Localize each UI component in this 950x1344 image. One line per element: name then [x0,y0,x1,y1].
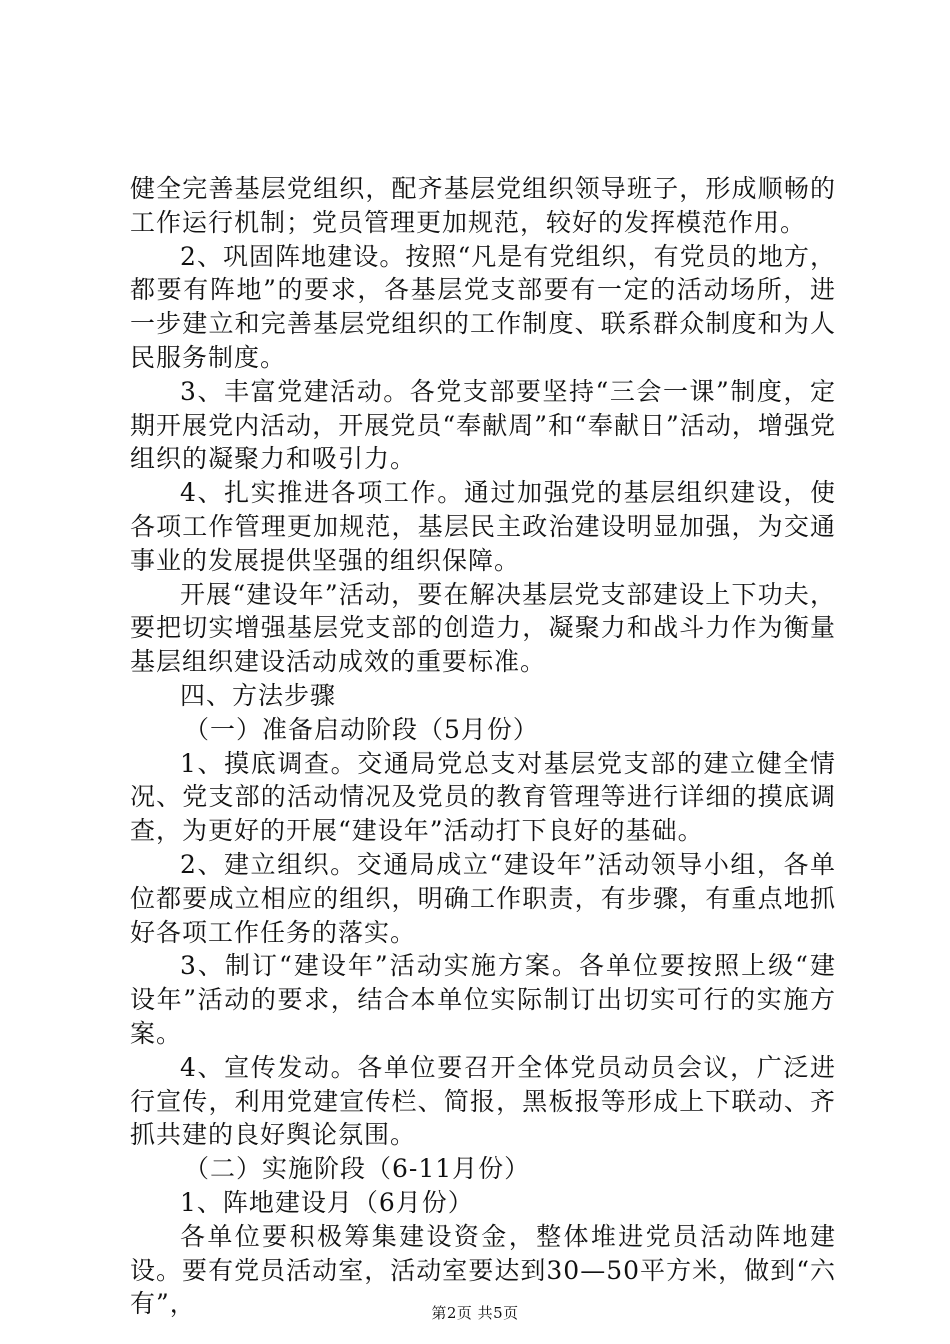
paragraph-activity-room: 各单位要积极筹集建设资金，整体堆进党员活动阵地建设。要有党员活动室，活动室要达到30—50平方米，做到“六有”， [130,1221,836,1319]
paragraph-publicity: 4、宣传发动。各单位要召开全体党员动员会议，广泛进行宣传，利用党建宣传栏、简报，黑板报等形成上下联动、齐抓共建的良好舆论氛围。 [130,1052,836,1150]
subheading-preparation-phase: （一）准备启动阶段（5月份） [184,714,539,744]
paragraph-summary: 开展“建设年”活动，要在解决基层党支部建设上下功夫，要把切实增强基层党支部的创造力，凝聚力和战斗力作为衡量基层组织建设活动成效的重要标准。 [130,579,836,677]
paragraph-item-2: 2、巩固阵地建设。按照“凡是有党组织，有党员的地方，都要有阵地”的要求，各基层党支部要有一定的活动场所，进一步建立和完善基层党组织的工作制度、联系群众制度和为人民服务制度。 [130,241,836,372]
section-heading-methods: 四、方法步骤 [180,680,337,710]
paragraph-continuation: 健全完善基层党组织，配齐基层党组织领导班子，形成顺畅的工作运行机制；党员管理更加规范，较好的发挥模范作用。 [130,174,836,237]
page-number-footer: 第2页 共5页 [431,1304,519,1322]
document-body [130,172,836,1321]
paragraph-item-4: 4、扎实推进各项工作。通过加强党的基层组织建设，使各项工作管理更加规范，基层民主政治建设明显加强，为交通事业的发展提供坚强的组织保障。 [130,478,836,575]
paragraph-item-3: 3、丰富党建活动。各党支部要坚持“三会一课”制度，定期开展党内活动，开展党员“奉献周”和“奉献日”活动，增强党组织的凝聚力和吸引力。 [130,376,836,474]
paragraph-survey: 1、摸底调查。交通局党总支对基层党支部的建立健全情况、党支部的活动情况及党员的教育管理等进行详细的摸底调查，为更好的开展“建设年”活动打下良好的基础。 [130,748,836,846]
paragraph-plan: 3、制订“建设年”活动实施方案。各单位要按照上级“建设年”活动的要求，结合本单位实际制订出切实可行的实施方案。 [130,951,836,1048]
subheading-implementation-phase: （二）实施阶段（6-11月份） [184,1154,531,1184]
paragraph-organize: 2、建立组织。交通局成立“建设年”活动领导小组，各单位都要成立相应的组织，明确工作职责，有步骤，有重点地抓好各项工作任务的落实。 [130,849,836,947]
subheading-base-construction-month: 1、阵地建设月（6月份） [180,1187,474,1217]
